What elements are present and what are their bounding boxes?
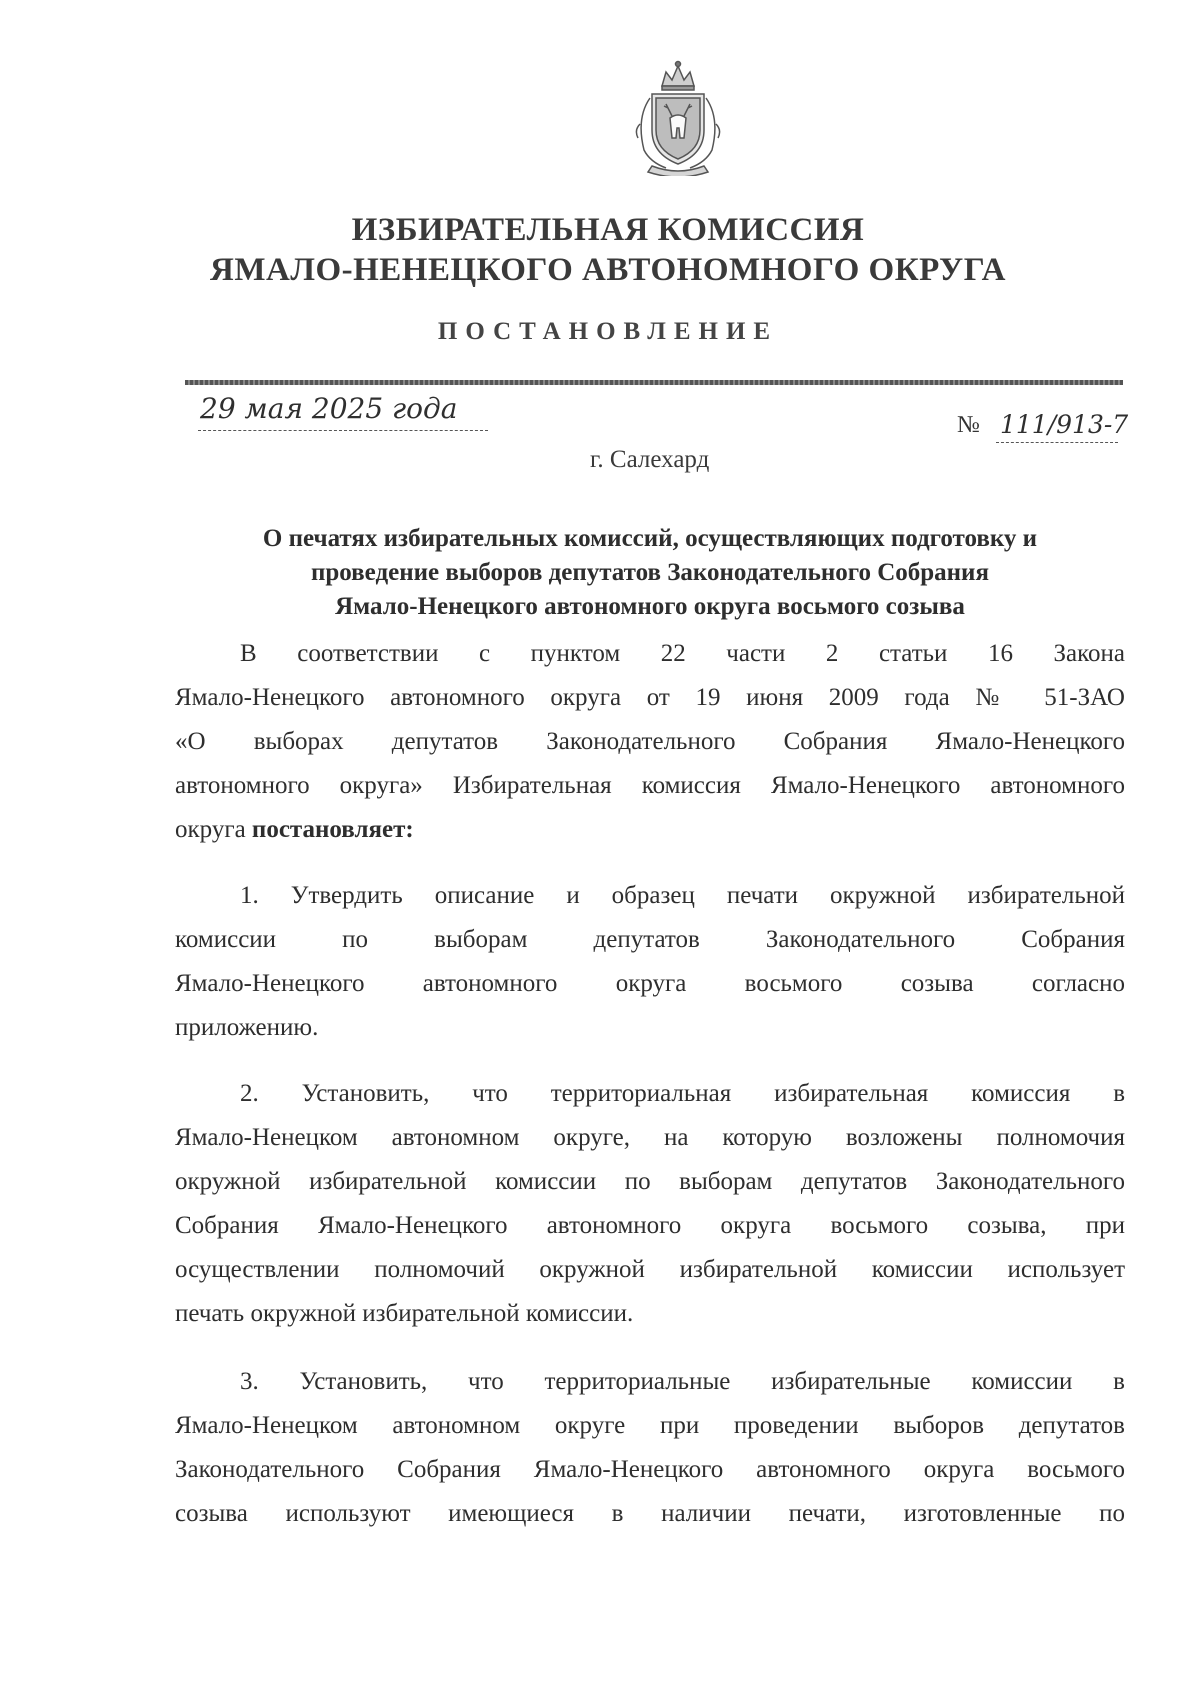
- number-label: №: [957, 412, 980, 438]
- text-line: созыва используют имеющиеся в наличии печати, изготовленные по: [175, 1500, 1125, 1527]
- header-divider: [185, 380, 1123, 385]
- text-line: Ямало-Ненецкого автономного округа от 19 июня 2009 года № 51-ЗАО: [175, 684, 1125, 711]
- document-type: ПОСТАНОВЛЕНИЕ: [437, 318, 779, 345]
- preamble-end: округа: [175, 816, 246, 843]
- coat-of-arms-icon: [622, 58, 734, 176]
- document-date: 29 мая 2025 года: [200, 392, 458, 425]
- text-line: Ямало-Ненецком автономном округе при проведении выборов депутатов: [175, 1412, 1125, 1439]
- title-line: О печатях избирательных комиссий, осуществляющих подготовку и: [262, 525, 1038, 552]
- text-line: приложению.: [175, 1014, 319, 1041]
- org-name-line1: ИЗБИРАТЕЛЬНАЯ КОМИССИЯ: [351, 212, 865, 248]
- title-line: Ямало-Ненецкого автономного округа восьмого созыва: [335, 593, 965, 620]
- text-line: окружной избирательной комиссии по выборам депутатов Законодательного: [175, 1168, 1125, 1195]
- text-line: автономного округа» Избирательная комиссия Ямало-Ненецкого автономного: [175, 772, 1125, 799]
- text-line: осуществлении полномочий окружной избирательной комиссии использует: [175, 1256, 1125, 1283]
- text-line: Законодательного Собрания Ямало-Ненецкого автономного округа восьмого: [175, 1456, 1125, 1483]
- text-line: Собрания Ямало-Ненецкого автономного округа восьмого созыва, при: [175, 1212, 1125, 1239]
- text-line: 2. Установить, что территориальная избирательная комиссия в: [240, 1080, 1125, 1107]
- document-number: 111/913-7: [1000, 410, 1129, 439]
- text-line: «О выборах депутатов Законодательного Собрания Ямало-Ненецкого: [175, 728, 1125, 755]
- text-line: 3. Установить, что территориальные избирательные комиссии в: [240, 1368, 1125, 1395]
- date-underline: [198, 430, 488, 431]
- text-line: комиссии по выборам депутатов Законодательного Собрания: [175, 926, 1125, 953]
- city: г. Салехард: [590, 446, 710, 473]
- text-line: В соответствии с пунктом 22 части 2 статьи 16 Закона: [240, 640, 1125, 667]
- text-line: 1. Утвердить описание и образец печати окружной избирательной: [240, 882, 1125, 909]
- text-line: [175, 816, 1125, 850]
- text-line: печать окружной избирательной комиссии.: [175, 1300, 634, 1327]
- document-title: [200, 522, 1100, 624]
- resolves-word: постановляет:: [251, 816, 414, 843]
- text-line: Ямало-Ненецкого автономного округа восьмого созыва согласно: [175, 970, 1125, 997]
- number-underline: [996, 442, 1118, 443]
- title-line: проведение выборов депутатов Законодательного Собрания: [311, 559, 989, 586]
- text-line: Ямало-Ненецком автономном округе, на которую возложены полномочия: [175, 1124, 1125, 1151]
- org-name-line2: ЯМАЛО-НЕНЕЦКОГО АВТОНОМНОГО ОКРУГА: [210, 252, 1006, 288]
